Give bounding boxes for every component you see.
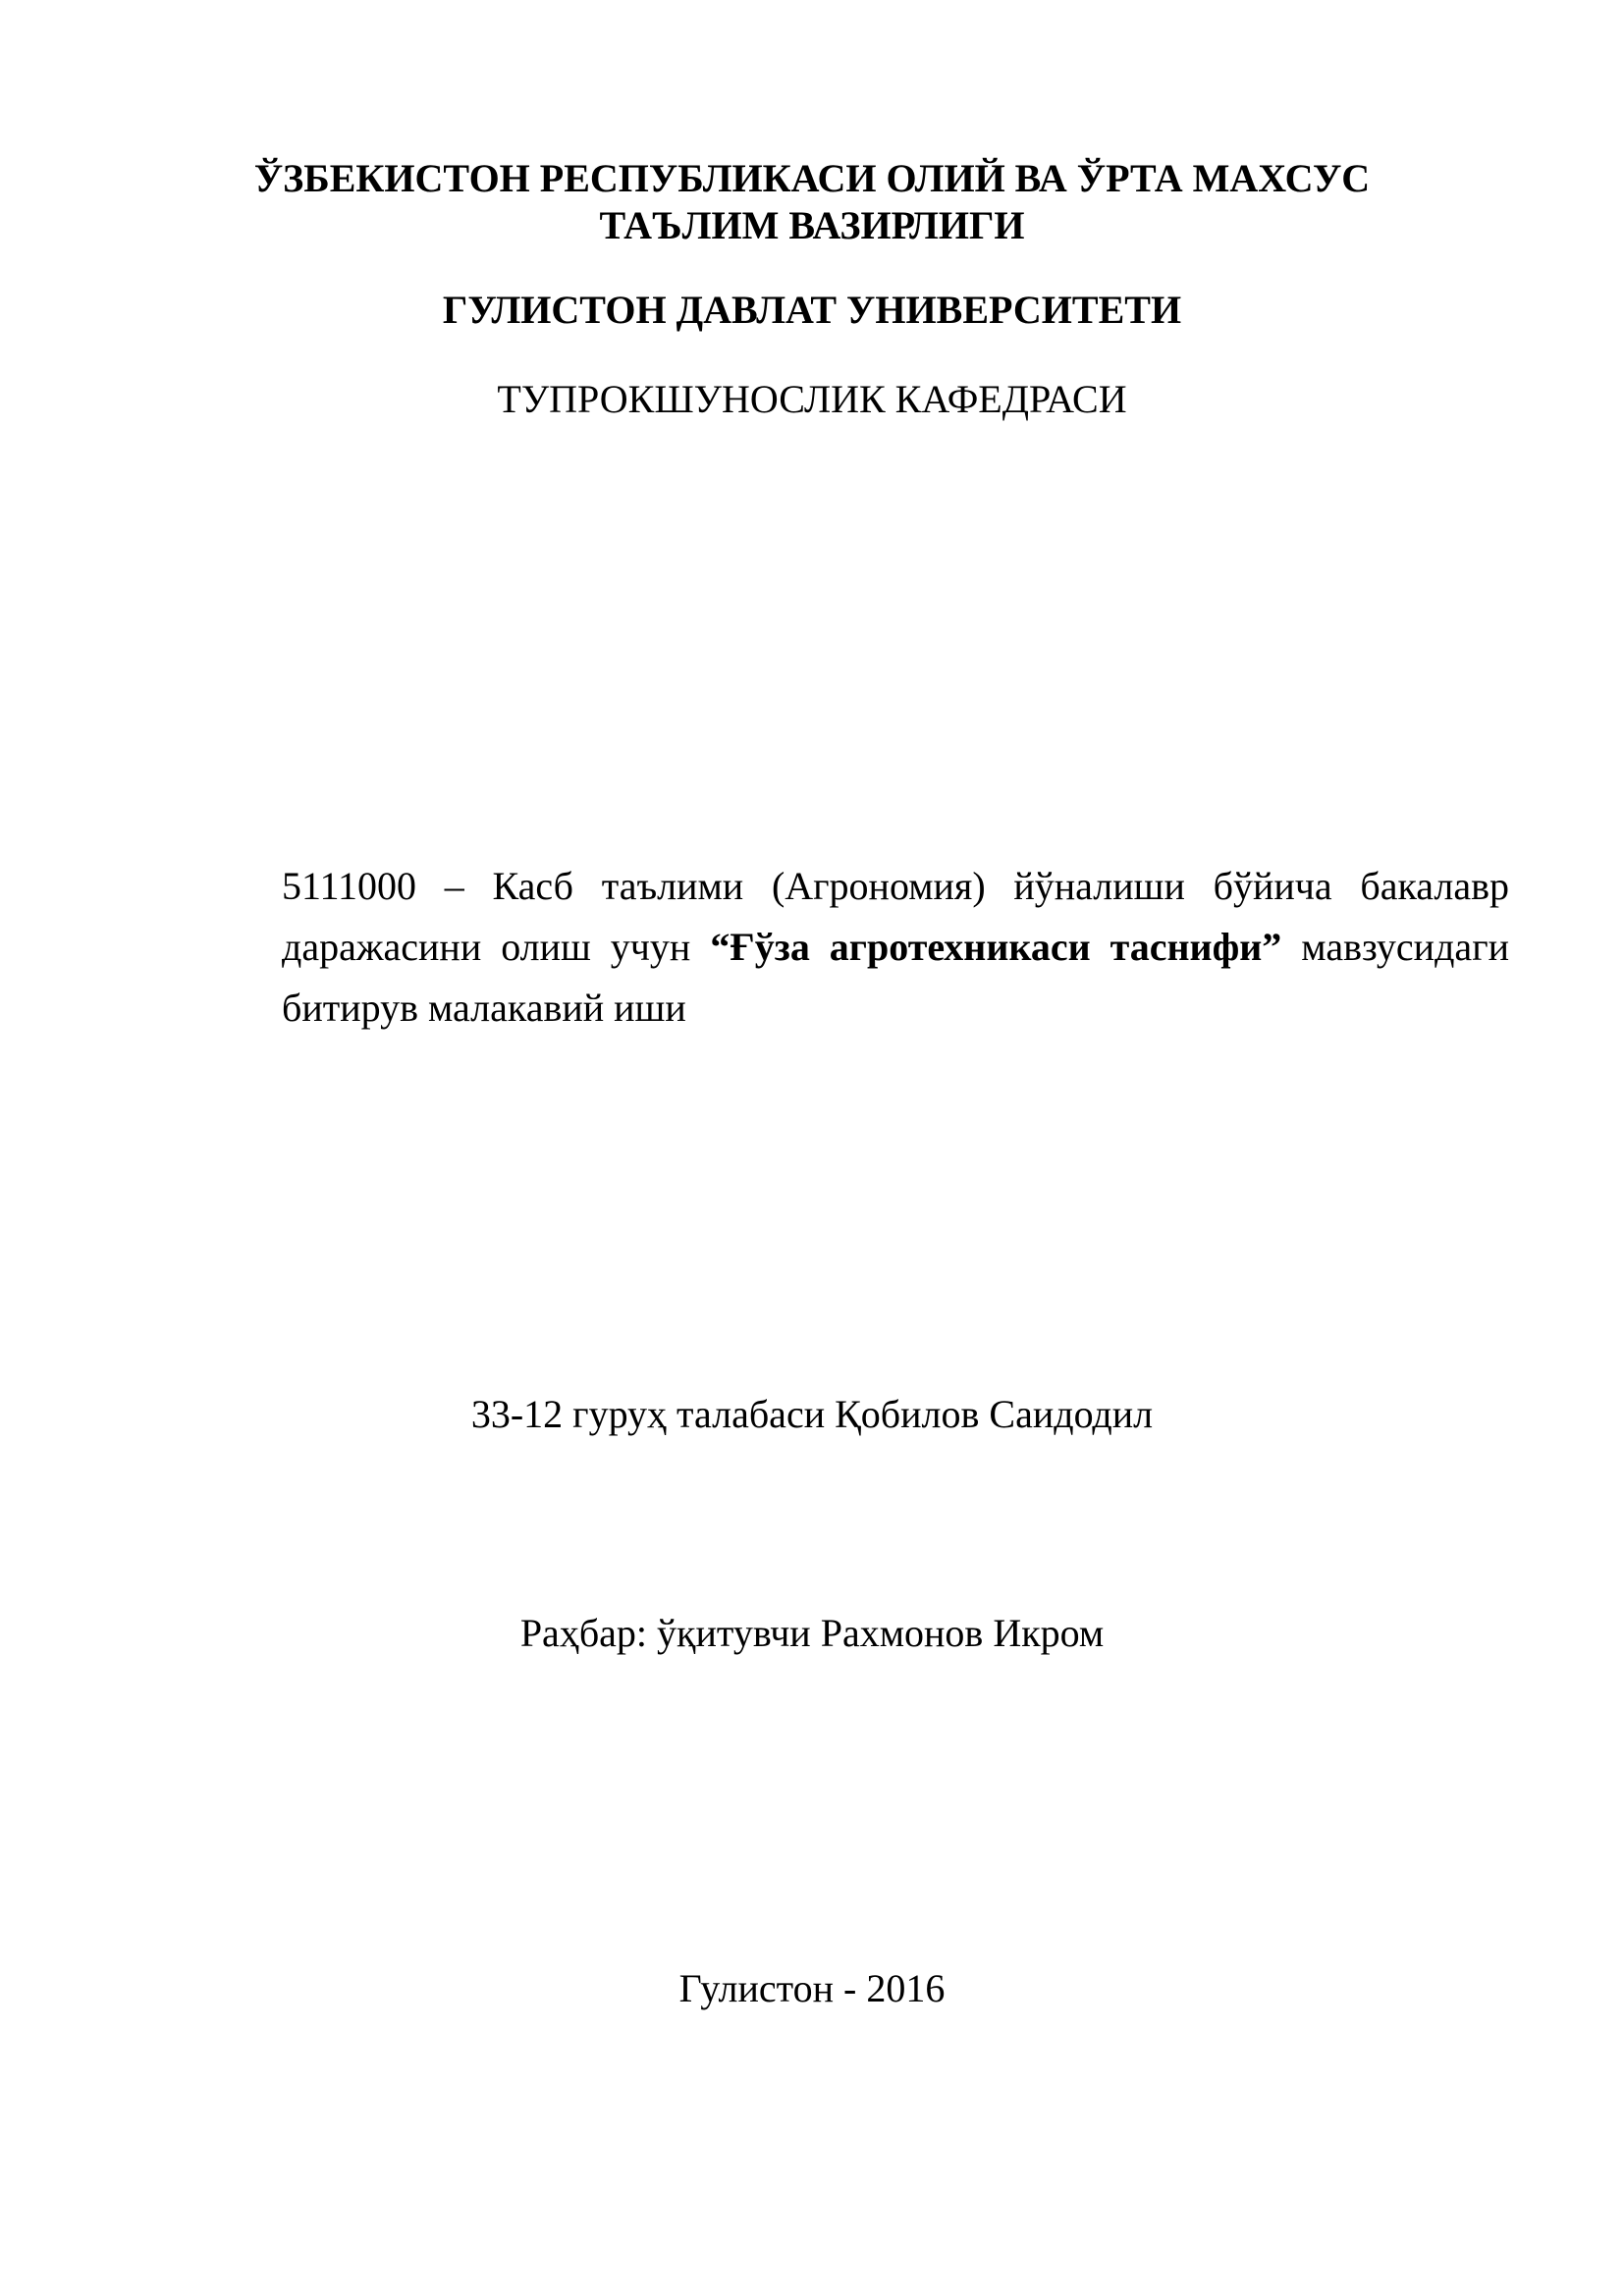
ministry-heading [0, 155, 1624, 249]
thesis-text-before-topic: 5111000 – Касб таълими (Агрономия) йўналиши бўйича бакалавр даражасини олиш учун [282, 864, 1509, 969]
university-name: ГУЛИСТОН ДАВЛАТ УНИВЕРСИТЕТИ [442, 288, 1182, 332]
thesis-topic: “Ғўза агротехникаси таснифи” [710, 925, 1282, 969]
supervisor-info: Раҳбар: ўқитувчи Рахмонов Икром [519, 1611, 1105, 1655]
city-year: Гулистон - 2016 [678, 1966, 946, 2010]
student-info: 33-12 гуруҳ талабаси Қобилов Саидодил [470, 1392, 1154, 1436]
thesis-description [282, 856, 1509, 1039]
department-name: ТУПРОКШУНОСЛИК КАФЕДРАСИ [497, 377, 1127, 421]
thesis-text-after-topic: мавзусидаги битирув малакавий иши [282, 925, 1510, 1030]
ministry-line-2: ТАЪЛИМ ВАЗИРЛИГИ [599, 203, 1025, 247]
ministry-line-1: ЎЗБЕКИСТОН РЕСПУБЛИКАСИ ОЛИЙ ВА ЎРТА МАХСУС [253, 156, 1371, 200]
